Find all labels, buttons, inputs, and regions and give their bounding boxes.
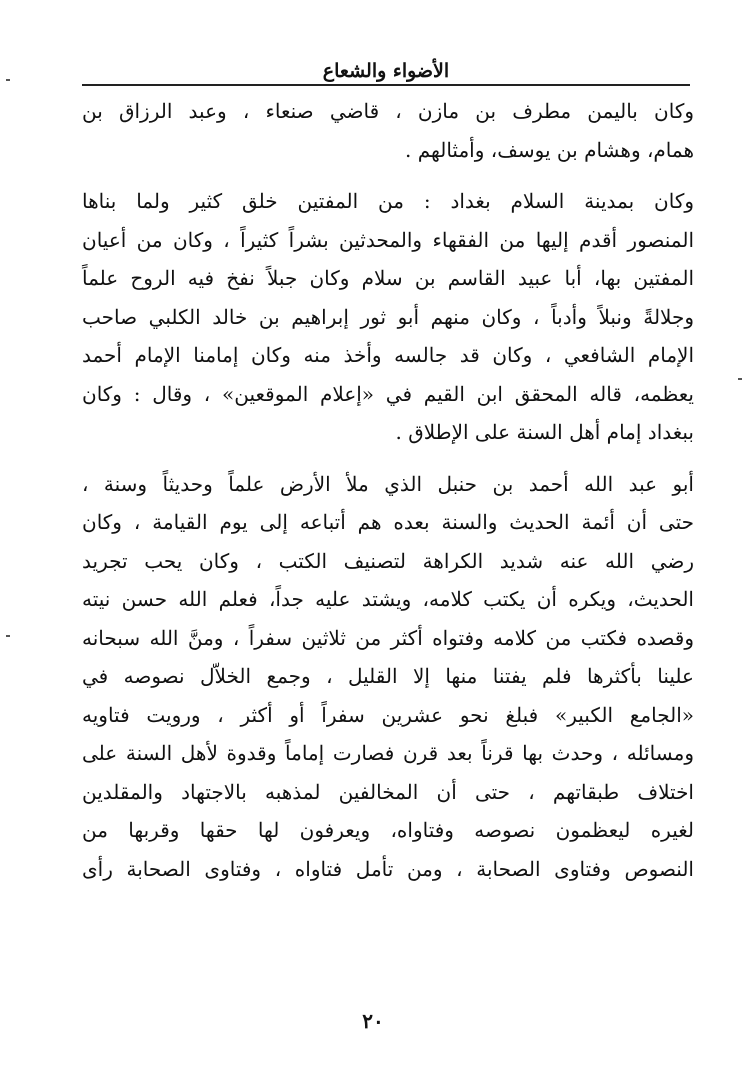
text-line: وجلالةً ونبلاً وأدباً ، وكان منهم أبو ثور إبراهيم بن خالد الكلبي صاحب [82, 304, 694, 329]
text-line: همام، وهشام بن يوسف، وأمثالهم . [405, 137, 694, 162]
page-number: ٢٠ [362, 1009, 384, 1033]
running-header: الأضواء والشعاع [322, 60, 450, 82]
edge-mark-mid-left [6, 635, 10, 637]
body-text [82, 92, 694, 888]
text-line: رضي الله عنه شديد الكراهة لتصنيف الكتب ، وكان يحب تجريد [82, 548, 694, 573]
paragraph-1 [82, 92, 694, 169]
paragraph-gap [82, 452, 694, 465]
text-line: «الجامع الكبير» فبلغ نحو عشرين سفراً أو أكثر ، ورويت فتاويه [82, 702, 694, 727]
text-line: المفتين بها، أبا عبيد القاسم بن سلام وكان جبلاً نفخ فيه الروح علماً [82, 266, 694, 290]
text-line: وكان باليمن مطرف بن مازن ، قاضي صنعاء ، وعبد الرزاق بن [82, 99, 694, 123]
edge-mark-top-left [6, 79, 10, 81]
paragraph-3 [82, 465, 694, 889]
text-line: ومسائله ، وحدث بها قرناً بعد قرن فصارت إماماً وقدوة لأهل السنة على [82, 741, 694, 765]
paragraph-gap [82, 169, 694, 182]
text-line: المنصور أقدم إليها من الفقهاء والمحدثين بشراً كثيراً ، وكان من أعيان [82, 227, 694, 252]
text-line: علينا بأكثرها فلم يفتنا منها إلا القليل ، وجمع الخلاّل نصوصه في [82, 664, 694, 688]
text-line: اختلاف طبقاتهم ، حتى أن المخالفين لمذهبه بالاجتهاد والمقلدين [82, 779, 694, 804]
text-line: يعظمه، قاله المحقق ابن القيم في «إعلام الموقعين» ، وقال : وكان [82, 381, 694, 406]
text-line: لغيره ليعظمون نصوصه وفتاواه، ويعرفون لها حقها وقربها من [82, 818, 694, 842]
text-line: ببغداد إمام أهل السنة على الإطلاق . [395, 420, 694, 444]
text-line: الحديث، ويكره أن يكتب كلامه، ويشتد عليه جداً، فعلم الله حسن نيته [82, 587, 694, 611]
text-line: أبو عبد الله أحمد بن حنبل الذي ملأ الأرض علماً وحديثاً وسنة ، [82, 471, 694, 496]
paragraph-2 [82, 182, 694, 452]
text-line: النصوص وفتاوى الصحابة ، ومن تأمل فتاواه ، وفتاوى الصحابة رأى [82, 856, 694, 881]
edge-mark-mid-right [738, 378, 742, 380]
text-line: الإمام الشافعي ، وكان قد جالسه وأخذ منه وكان إمامنا الإمام أحمد [82, 343, 694, 367]
text-line: وكان بمدينة السلام بغداد : من المفتين خلق كثير ولما بناها [82, 189, 694, 213]
text-line: وقصده فكتب من كلامه وفتواه أكثر من ثلاثين سفراً ، ومنَّ الله سبحانه [82, 625, 694, 650]
text-line: حتى أن أئمة الحديث والسنة بعده هم أتباعه إلى يوم القيامة ، وكان [82, 510, 694, 534]
header-rule [82, 84, 690, 86]
